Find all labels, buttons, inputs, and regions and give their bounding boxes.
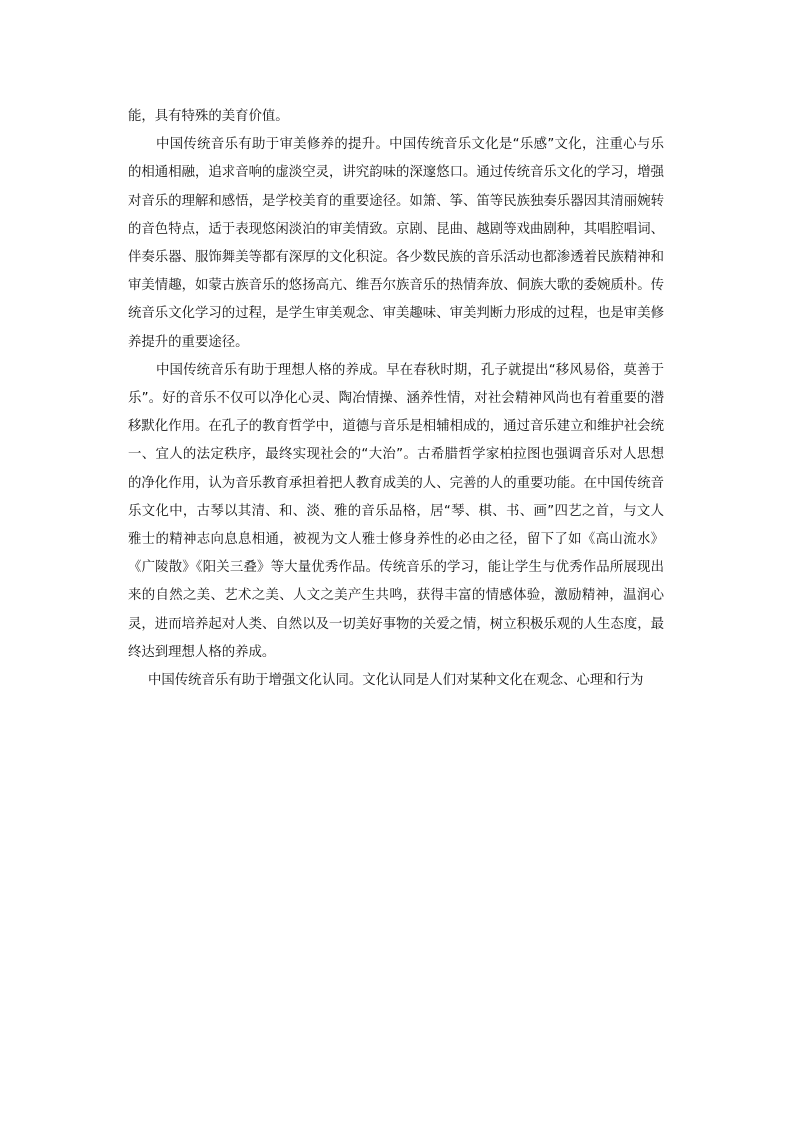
paragraph-cultural-identity: 中国传统音乐有助于增强文化认同。文化认同是人们对某种文化在观念、心理和行为 [148,673,644,689]
paragraph-aesthetic-cultivation: 中国传统音乐有助于审美修养的提升。中国传统音乐文化是“乐感”文化，注重心与乐的相通相融，追求音响的虚淡空灵，讲究韵味的深邃悠口。通过传统音乐文化的学习，增强对音乐的理解和感悟，是学校美育的重要途径。如箫、筝、笛等民族独奏乐器因其清丽婉转的音色特点，适于表现悠闲淡泊的审美情致。京剧、昆曲、越剧等戏曲剧种，其唱腔唱词、伴奏乐器、服饰舞美等都有深厚的文化积淀。各少数民族的音乐活动也都渗透着民族精神和审美情趣，如蒙古族音乐的悠扬高亢、维吾尔族音乐的热情奔放、侗族大歌的委婉质朴。传统音乐文化学习的过程，是学生审美观念、审美趣味、审美判断力形成的过程，也是审美修养提升的重要途径。 [128,137,664,350]
body-text [128,103,664,695]
paragraph-ideal-personality: 中国传统音乐有助于理想人格的养成。早在春秋时期，孔子就提出“移风易俗，莫善于乐”。好的音乐不仅可以净化心灵、陶冶情操、涵养性情，对社会精神风尚也有着重要的潜移默化作用。在孔子的教育哲学中，道德与音乐是相辅相成的，通过音乐建立和维护社会统一、宜人的法定秩序，最终实现社会的“大治”。古希腊哲学家柏拉图也强调音乐对人思想的净化作用，认为音乐教育承担着把人教育成美的人、完善的人的重要功能。在中国传统音乐文化中，古琴以其清、和、淡、雅的音乐品格，居“琴、棋、书、画”四艺之首，与文人雅士的精神志向息息相通，被视为文人雅士修身养性的必由之径，留下了如《高山流水》《广陵散》《阳关三叠》等大量优秀作品。传统音乐的学习，能让学生与优秀作品所展现出来的自然之美、艺术之美、人文之美产生共鸣，获得丰富的情感体验，激励精神，温润心灵，进而培养起对人类、自然以及一切美好事物的关爱之情，树立积极乐观的人生态度，最终达到理想人格的养成。 [128,362,664,660]
paragraph-continuation: 能，具有特殊的美育价值。 [128,109,289,124]
